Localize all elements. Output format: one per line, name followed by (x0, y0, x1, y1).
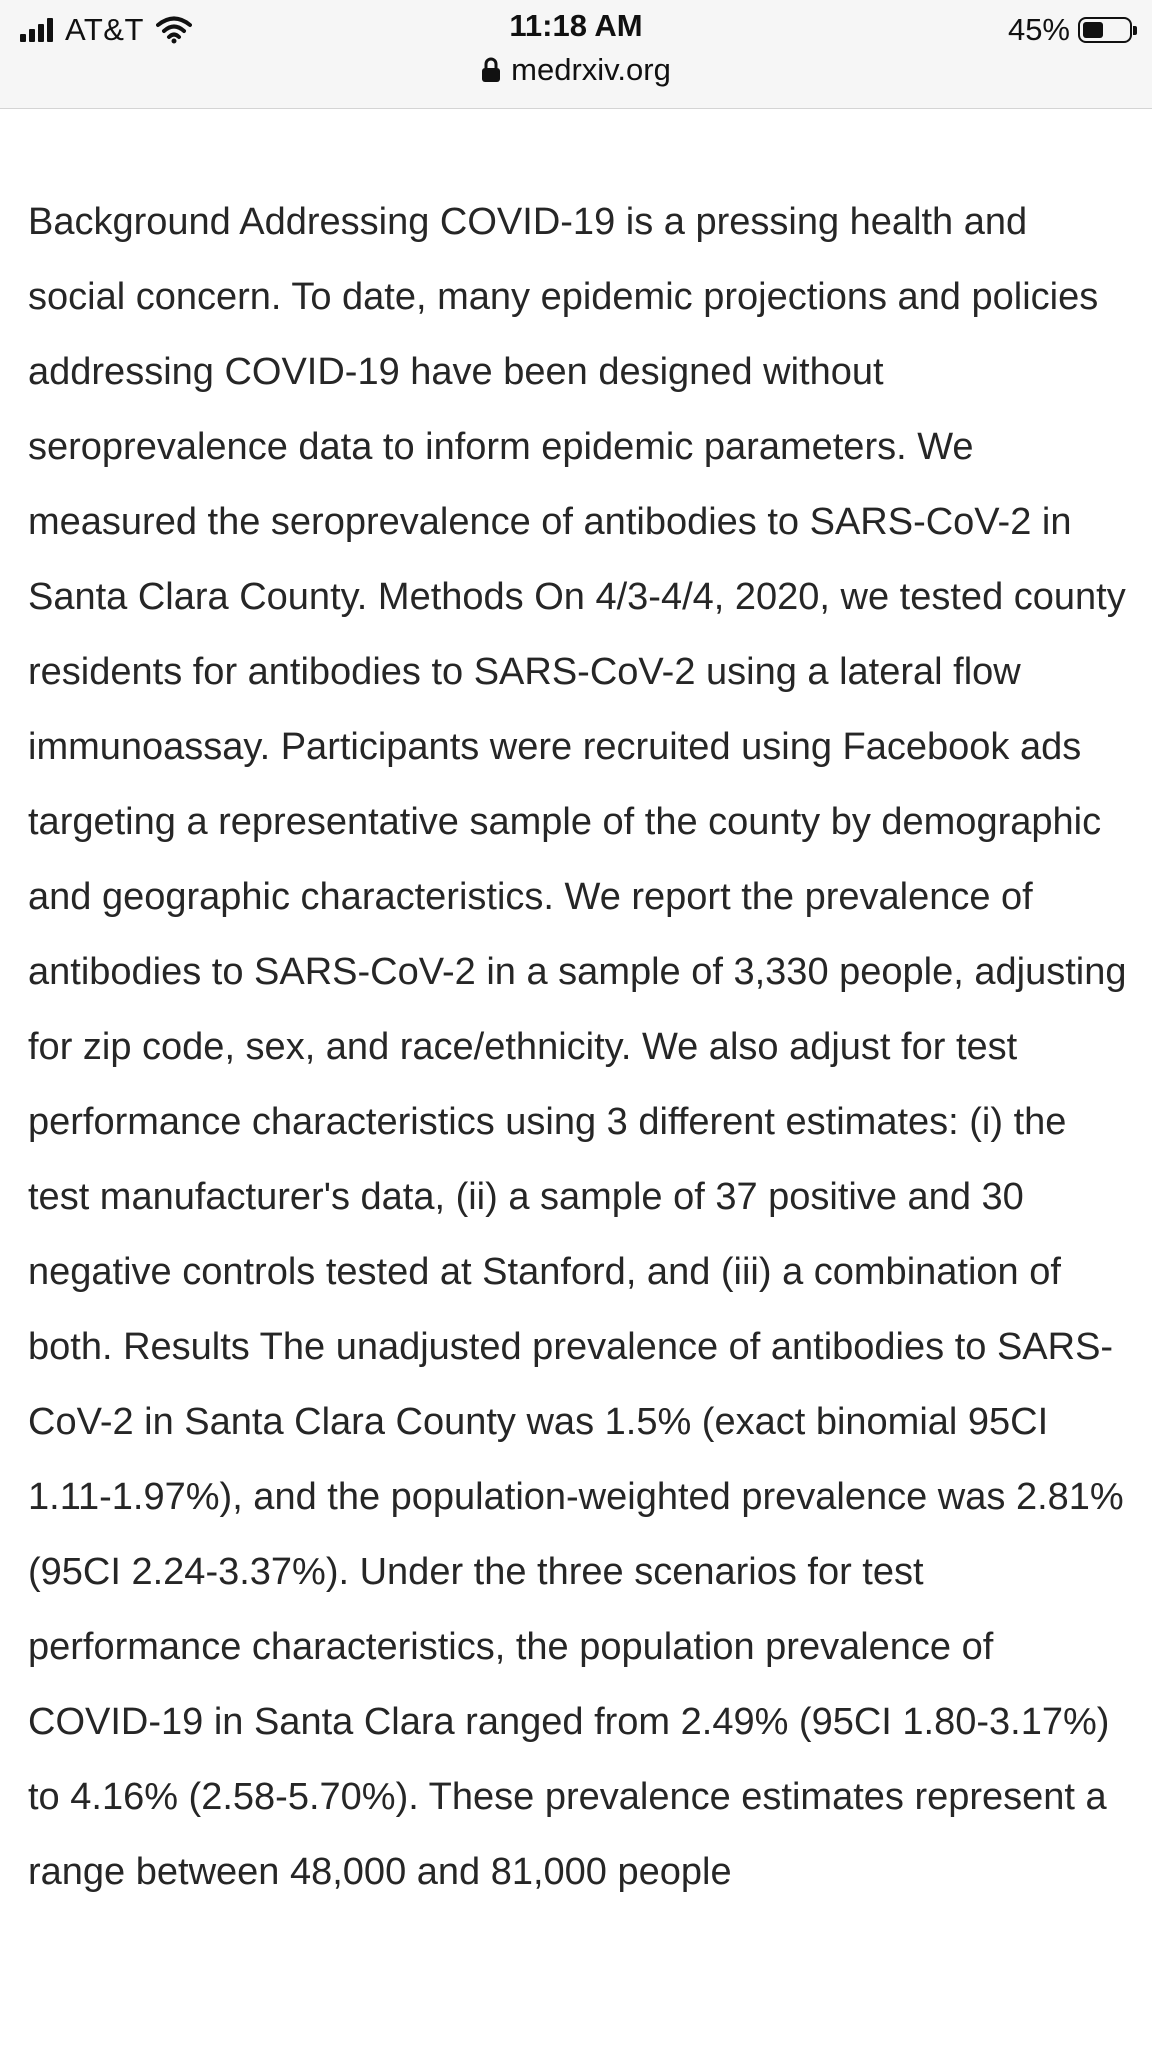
carrier-name: AT&T (65, 12, 144, 47)
status-right (1008, 10, 1132, 50)
address-bar[interactable] (0, 52, 1152, 88)
status-bar (0, 0, 1152, 109)
clock-time: 11:18 AM (509, 8, 643, 43)
lock-icon (481, 57, 501, 83)
battery-icon (1078, 17, 1132, 43)
abstract-text: Background Addressing COVID-19 is a pressing health and social concern. To date, many epidemic projections and policies addressing COVID-19 have been designed without seroprevalence data to inform epidemic parameters. We measured the seroprevalence of antibodies to SARS-CoV-2 in Santa Clara County. Methods On 4/3-4/4, 2020, we tested county residents for antibodies to SARS-CoV-2 using a lateral flow immunoassay. Participants were recruited using Facebook ads targeting a representative sample of the county by demographic and geographic characteristics. We report the prevalence of antibodies to SARS-CoV-2 in a sample of 3,330 people, adjusting for zip code, sex, and race/ethnicity. We also adjust for test performance characteristics using 3 different estimates: (i) the test manufacturer's data, (ii) a sample of 37 positive and 30 negative controls tested at Stanford, and (iii) a combination of both. Results The unadjusted prevalence of antibodies to SARS-CoV-2 in Santa Clara County was 1.5% (exact binomial 95CI 1.11-1.97%), and the population-weighted prevalence was 2.81% (95CI 2.24-3.37%). Under the three scenarios for test performance characteristics, the population prevalence of COVID-19 in Santa Clara ranged from 2.49% (95CI 1.80-3.17%) to 4.16% (2.58-5.70%). These prevalence estimates represent a range between 48,000 and 81,000 people (28, 201, 1127, 1893)
battery-percent: 45% (1007, 12, 1070, 47)
page-url[interactable]: medrxiv.org (511, 52, 671, 87)
battery-nub (1133, 26, 1137, 35)
battery-level-fill (1083, 22, 1103, 38)
